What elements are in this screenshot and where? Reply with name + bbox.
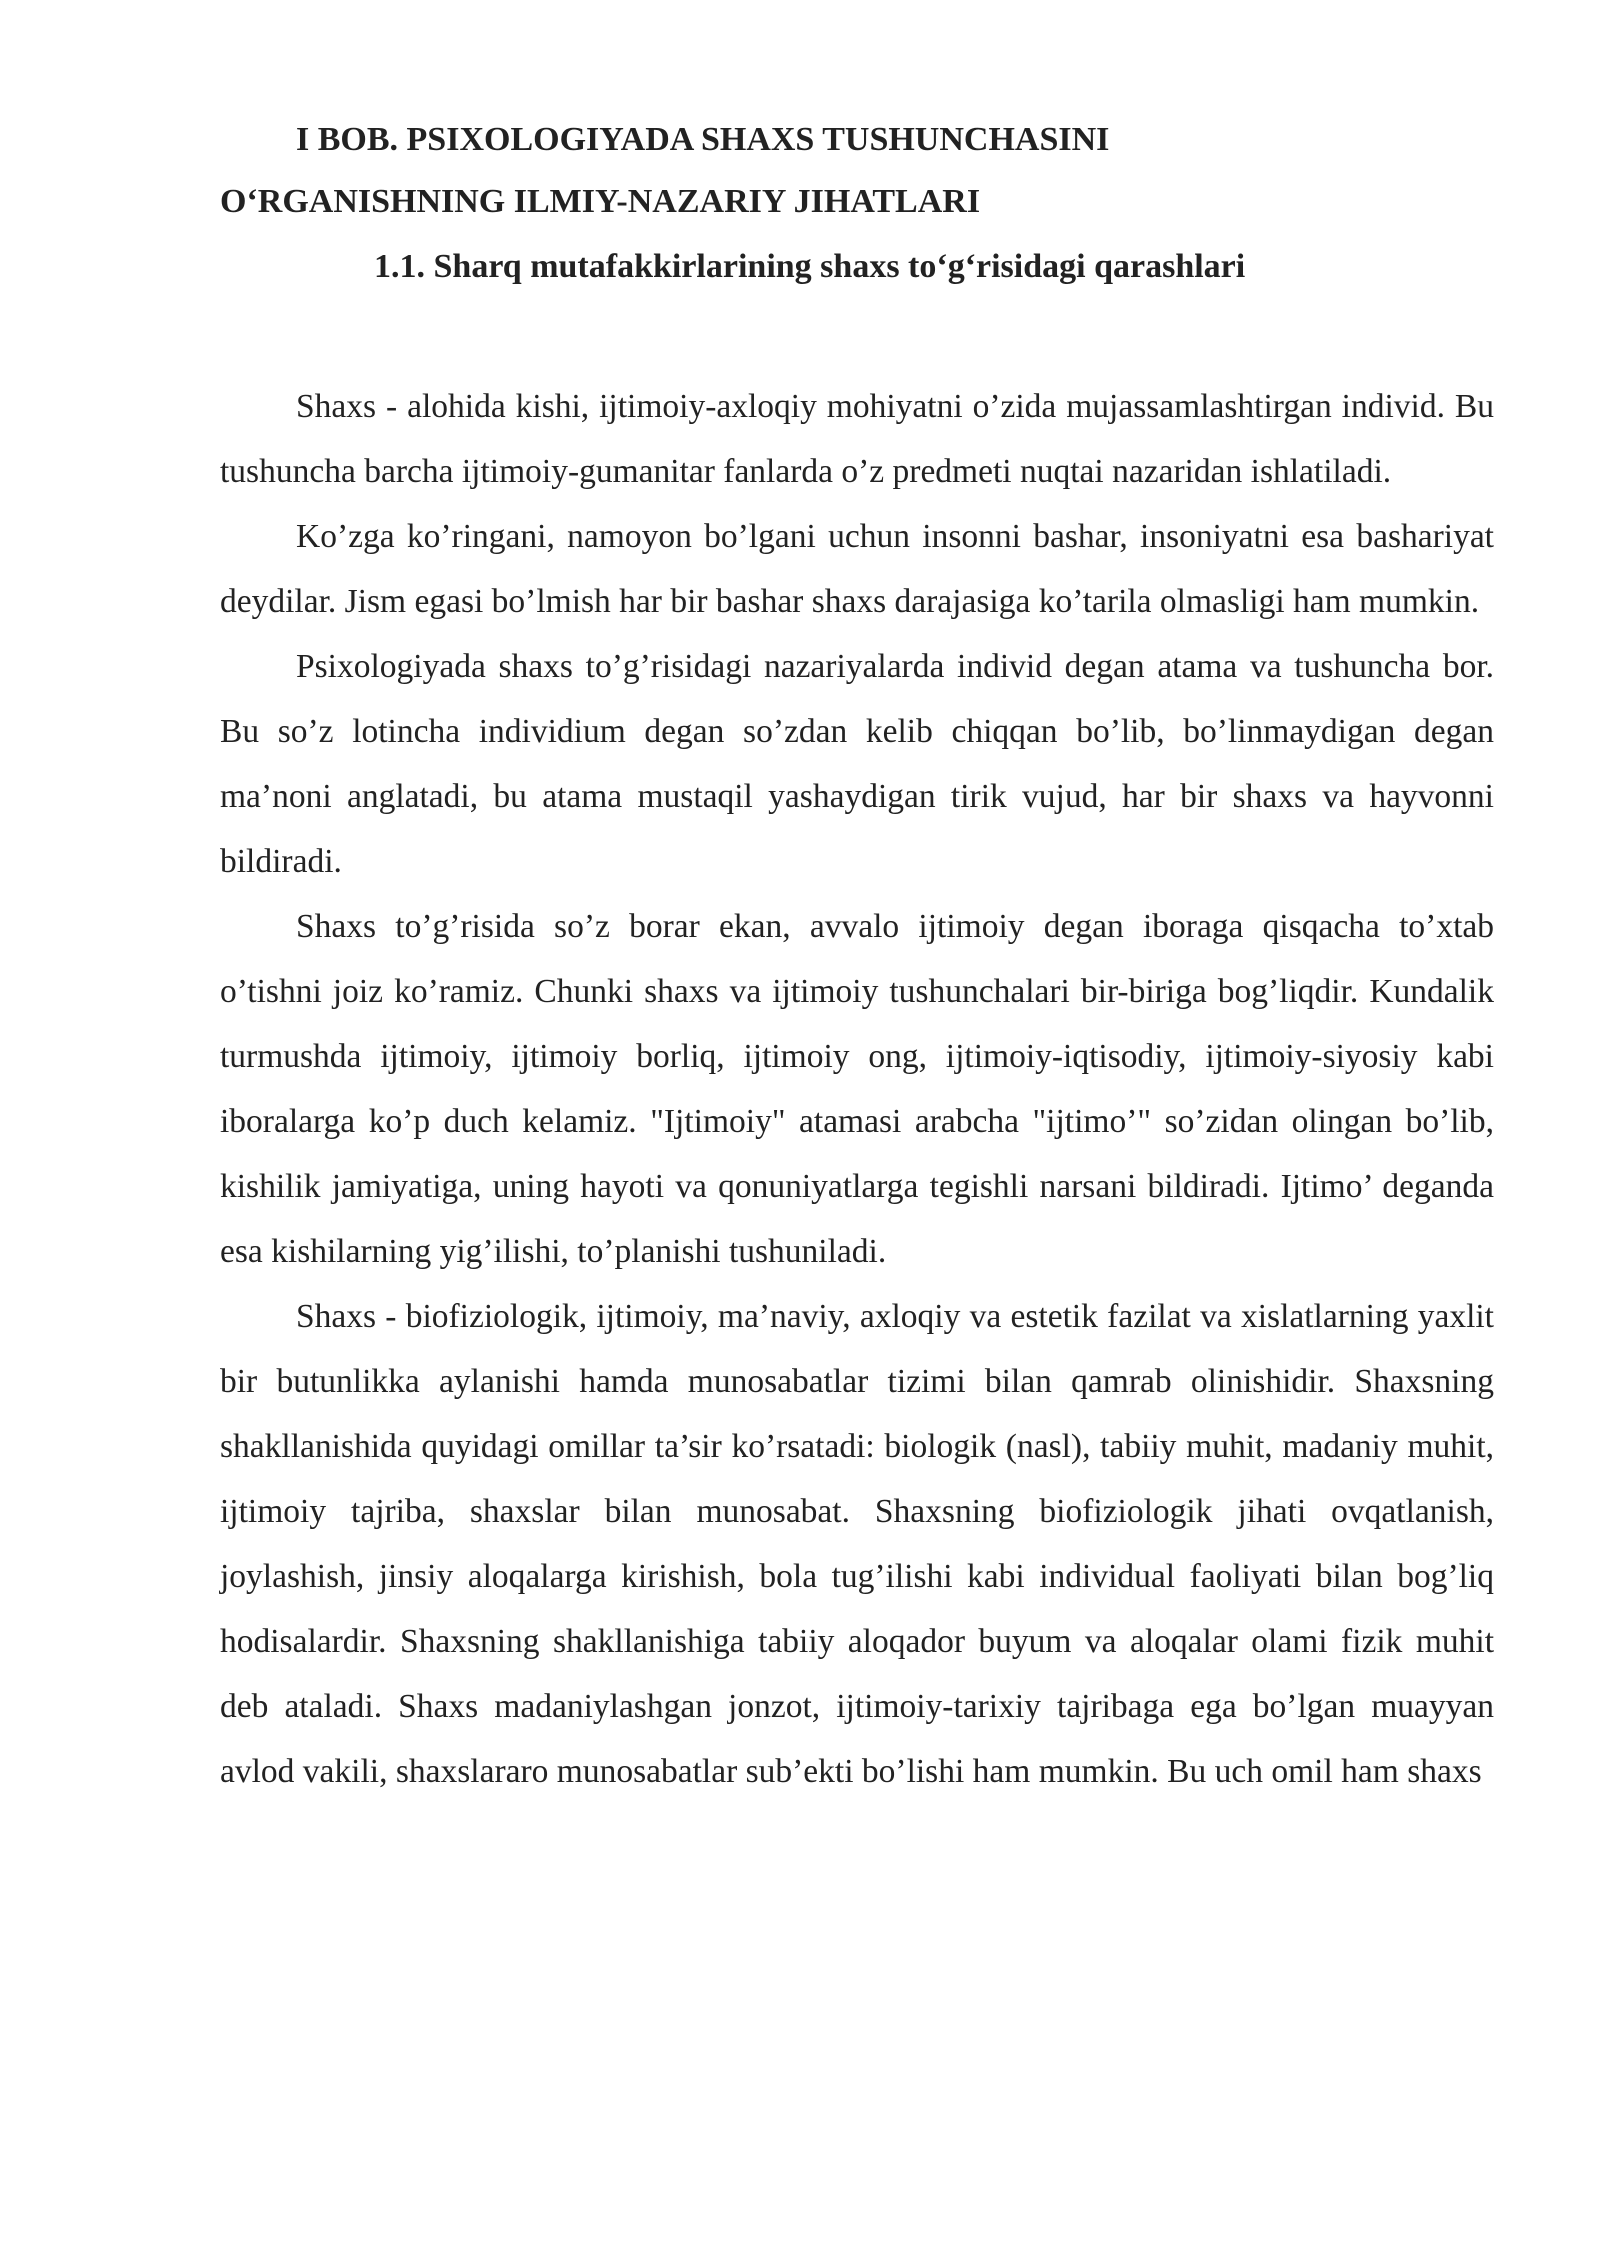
body-text [220,374,1494,1804]
paragraph: Shaxs - alohida kishi, ijtimoiy-axloqiy mohiyatni o’zida mujassamlashtirgan individ. Bu tushuncha barcha ijtimoiy-gumanitar fanlarda o’z predmeti nuqtai nazaridan ishlatiladi. [220,388,1494,490]
paragraph: Shaxs to’g’risida so’z borar ekan, avvalo ijtimoiy degan iboraga qisqacha to’xtab o’tishni joiz ko’ramiz. Chunki shaxs va ijtimoiy tushunchalari bir-biriga bog’liqdir. Kundalik turmushda ijtimoiy, ijtimoiy borliq, ijtimoiy ong, ijtimoiy-iqtisodiy, ijtimoiy-siyosiy kabi iboralarga ko’p duch kelamiz. "Ijtimoiy" atamasi arabcha "ijtimo’" so’zidan olingan bo’lib, kishilik jamiyatiga, uning hayoti va qonuniyatlarga tegishli narsani bildiradi. Ijtimo’ deganda esa kishilarning yig’ilishi, to’planishi tushuniladi. [220,908,1494,1270]
chapter-title-line-1: I BOB. PSIXOLOGIYADA SHAXS TUSHUNCHASINI [296,121,1110,158]
chapter-title-line-2: O‘RGANISHNING ILMIY-NAZARIY JIHATLARI [220,183,981,220]
paragraph: Shaxs - biofiziologik, ijtimoiy, ma’naviy, axloqiy va estetik fazilat va xislatlarning yaxlit bir butunlikka aylanishi hamda munosabatlar tizimi bilan qamrab olinishidir. Shaxsning shakllanishida quyidagi omillar ta’sir ko’rsatadi: biologik (nasl), tabiiy muhit, madaniy muhit, ijtimoiy tajriba, shaxslar bilan munosabat. Shaxsning biofiziologik jihati ovqatlanish, joylashish, jinsiy aloqalarga kirishish, bola tug’ilishi kabi individual faoliyati bilan bog’liq hodisalardir. Shaxsning shakllanishiga tabiiy aloqador buyum va aloqalar olami fizik muhit deb ataladi. Shaxs madaniylashgan jonzot, ijtimoiy-tarixiy tajribaga ega bo’lgan muayyan avlod vakili, shaxslararo munosabatlar sub’ekti bo’lishi ham mumkin. Bu uch omil ham shaxs [220,1298,1494,1790]
paragraph: Psixologiyada shaxs to’g’risidagi nazariyalarda individ degan atama va tushuncha bor. Bu so’z lotincha individium degan so’zdan kelib chiqqan bo’lib, bo’linmaydigan degan ma’noni anglatadi, bu atama mustaqil yashaydigan tirik vujud, har bir shaxs va hayvonni bildiradi. [220,648,1494,880]
section-title: 1.1. Sharq mutafakkirlarining shaxs to‘g‘risidagi qarashlari [374,248,1246,285]
paragraph: Ko’zga ko’ringani, namoyon bo’lgani uchun insonni bashar, insoniyatni esa bashariyat deydilar. Jism egasi bo’lmish har bir bashar shaxs darajasiga ko’tarila olmasligi ham mumkin. [220,518,1494,620]
